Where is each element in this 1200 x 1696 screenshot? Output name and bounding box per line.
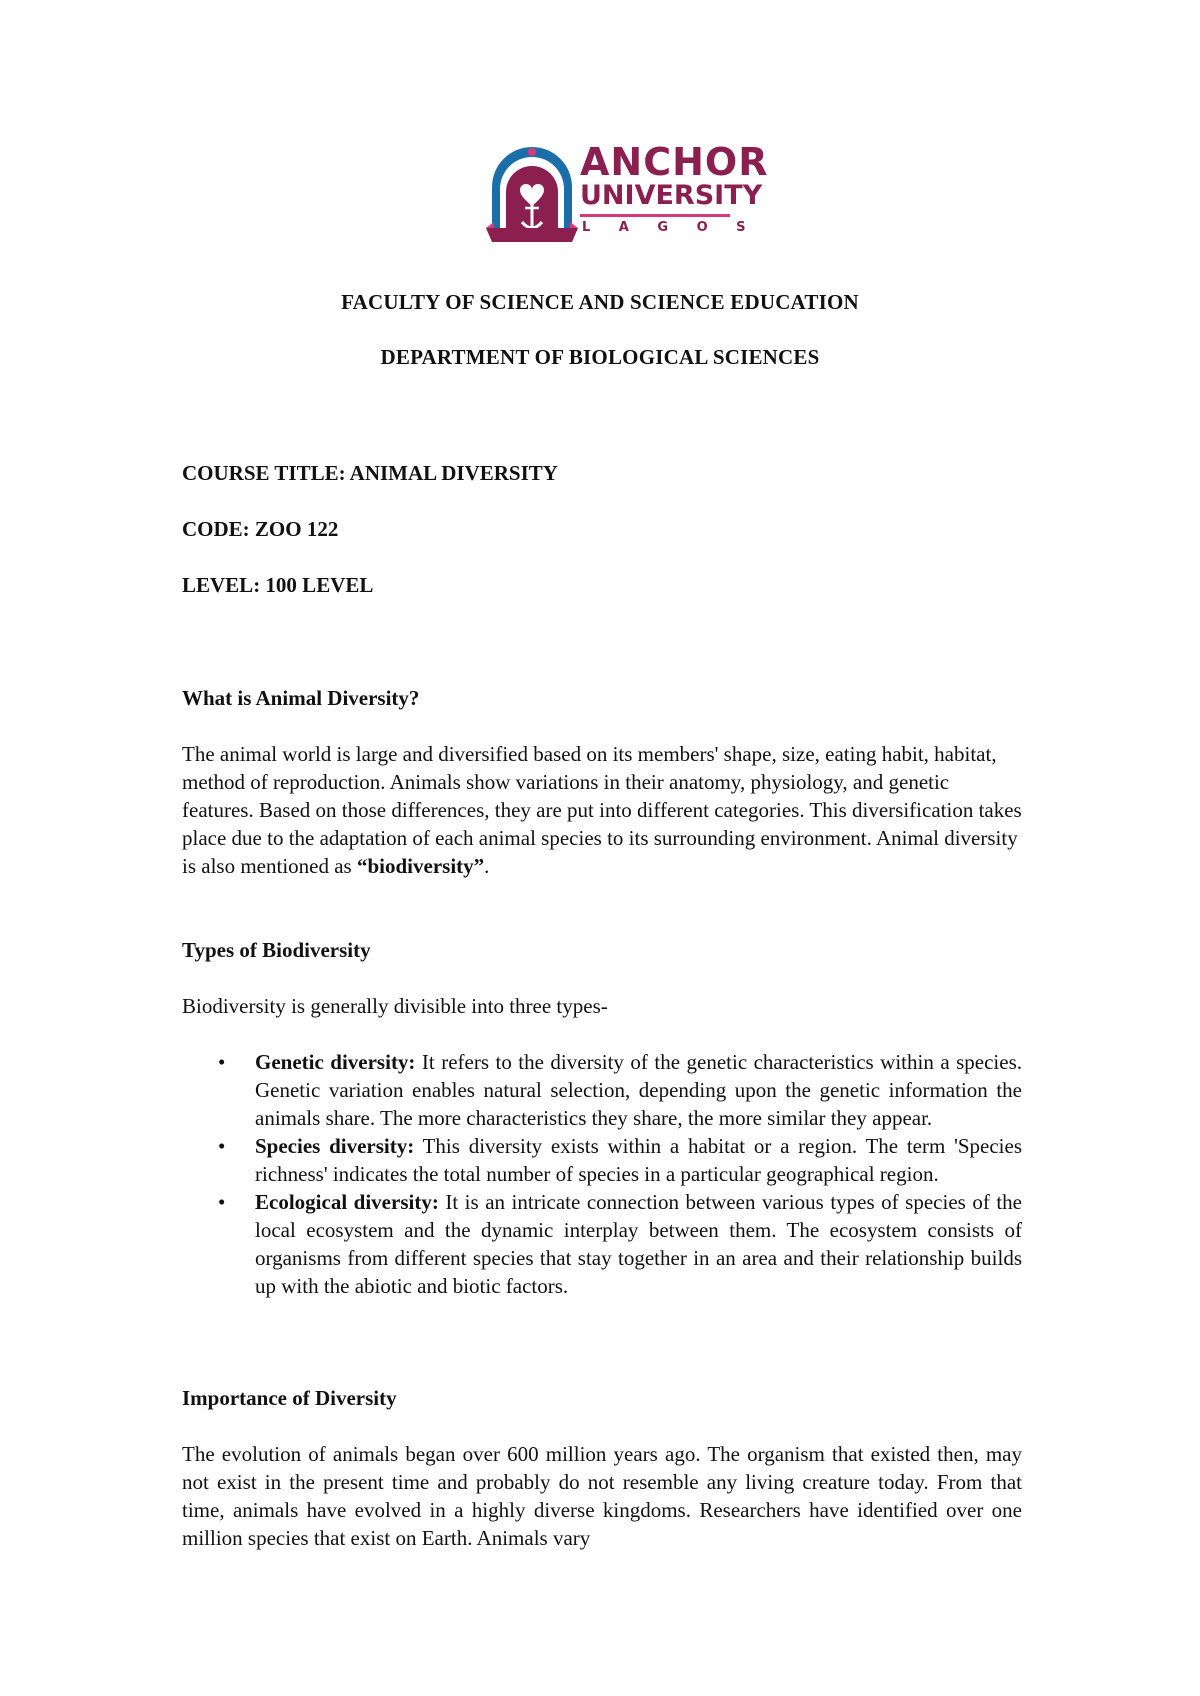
department-heading: DEPARTMENT OF BIOLOGICAL SCIENCES [380,345,820,369]
course-code: CODE: ZOO 122 [182,517,339,541]
paragraph-text: The animal world is large and diversified based on its members' shape, size, eating habit, habitat, method of reproduction. Animals show variations in their anatomy, physiology, and genetic features. Based on those differences, they are put into different categories. This diversification takes place due to the adaptation of each animal species to its surrounding environment. Animal diversity is also mentioned as [182,742,1022,878]
section-heading-types: Types of Biodiversity [182,938,371,962]
section-heading-what-is: What is Animal Diversity? [182,686,420,710]
logo-text-lagos: L A G O S [582,220,758,235]
section-paragraph-importance: The evolution of animals began over 600 million years ago. The organism that existed then, may not exist in the present time and probably do not resemble any living creature today. From that time, animals have evolved in a highly diverse kingdoms. Researchers have identified over one million species that exist on Earth. Animals vary [182,1442,1022,1550]
list-item-label: Genetic diversity: [255,1050,416,1074]
logo-text-university: UNIVERSITY [580,180,763,211]
section-paragraph-what-is [182,740,1022,880]
list-item-text: It refers to the diversity of the genetic characteristics within a species. Genetic variation enables natural selection, depending upon the genetic information the animals share. The more characteristics they share, the more similar they appear. [255,1050,1023,1130]
logo-divider [580,214,730,217]
list-item [182,1188,1022,1300]
course-title: COURSE TITLE: ANIMAL DIVERSITY [182,461,558,485]
anchor-university-logo [484,140,769,262]
list-item [182,1048,1022,1132]
bullet-icon: • [218,1050,226,1074]
types-intro: Biodiversity is generally divisible into three types- [182,994,608,1018]
bullet-icon: • [218,1190,226,1214]
term-period: . [484,854,490,878]
biodiversity-types-list [182,1048,1022,1300]
list-item-label: Species diversity: [255,1134,415,1158]
list-item-label: Ecological diversity: [255,1190,439,1214]
list-item-text: This diversity exists within a habitat or a region. The term 'Species richness' indicates the total number of species in a particular geographical region. [255,1134,1022,1186]
faculty-heading: FACULTY OF SCIENCE AND SCIENCE EDUCATION [341,290,859,314]
section-heading-importance: Importance of Diversity [182,1386,397,1410]
list-item [182,1132,1022,1188]
biodiversity-term: “biodiversity” [356,854,485,878]
bullet-icon: • [218,1134,226,1158]
logo-text-anchor: ANCHOR [580,140,769,184]
course-level: LEVEL: 100 LEVEL [182,573,374,597]
list-item-text: It is an intricate connection between various types of species of the local ecosystem and the dynamic interplay between them. The ecosystem consists of organisms from different species that stay together in an area and their relationship builds up with the abiotic and biotic factors. [255,1190,1022,1298]
